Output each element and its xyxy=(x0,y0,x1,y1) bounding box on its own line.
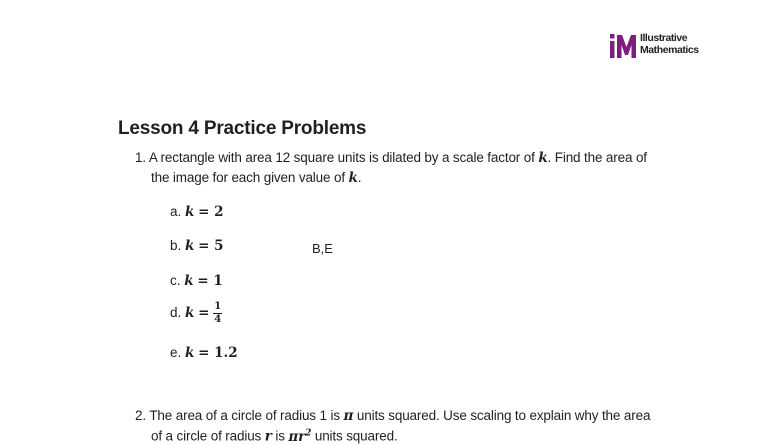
option-e-value: = 1.2 xyxy=(198,345,238,361)
option-e-var: k xyxy=(185,345,195,361)
option-b xyxy=(170,238,224,254)
option-c-label: c. xyxy=(170,273,181,288)
option-a-label: a. xyxy=(170,204,182,219)
im-logo-icon xyxy=(610,32,640,58)
illustrative-mathematics-logo xyxy=(610,32,730,58)
option-b-label: b. xyxy=(170,238,182,253)
problem-2-line-2 xyxy=(151,428,398,445)
option-d-fraction xyxy=(213,302,222,325)
problem-1-text-c: the image for each given value of xyxy=(151,170,345,185)
option-b-var: k xyxy=(185,238,195,254)
option-d-eq: = xyxy=(198,305,210,322)
problem-1-line-1 xyxy=(135,150,647,166)
problem-1-line-2 xyxy=(151,170,361,186)
logo-line-1: Illustrative xyxy=(640,32,688,44)
fraction-numerator: 1 xyxy=(214,301,222,312)
option-c xyxy=(170,273,223,289)
problem-1-var: k xyxy=(538,150,548,166)
option-e-label: e. xyxy=(170,345,182,360)
problem-1-text-d: . xyxy=(357,170,362,185)
option-e xyxy=(170,345,238,361)
problem-2-text-c: of a circle of radius xyxy=(151,428,262,444)
problem-1-text-a: A rectangle with area 12 square units is dilated by a scale factor of xyxy=(148,150,535,165)
problem-1-var-2: k xyxy=(348,170,358,186)
option-d-var: k xyxy=(185,305,195,322)
problem-1-number: 1. xyxy=(135,150,146,165)
problem-2-text-d: is xyxy=(275,428,285,444)
option-b-value: = 5 xyxy=(198,238,224,254)
fraction-denominator: 4 xyxy=(214,314,222,325)
problem-2-text-a: The area of a circle of radius 1 is xyxy=(149,408,340,423)
option-c-var: k xyxy=(184,273,194,289)
logo-line-2: Mathematics xyxy=(640,43,699,56)
problem-2-r: r xyxy=(264,428,272,445)
problem-2-exponent: 2 xyxy=(305,428,312,438)
problem-2-pi: π xyxy=(343,408,354,424)
problem-2-line-1 xyxy=(135,408,650,424)
option-d-label: d. xyxy=(170,305,182,321)
problem-2-pi-r xyxy=(288,429,311,445)
problem-1-text-b: . Find the area of xyxy=(547,150,647,165)
option-a-value: = 2 xyxy=(198,204,224,220)
logo-wordmark xyxy=(640,33,699,56)
option-d xyxy=(170,302,222,325)
page-title: Lesson 4 Practice Problems xyxy=(118,118,367,139)
problem-2-number: 2. xyxy=(135,408,146,423)
problem-2-text-b: units squared. Use scaling to explain why the area xyxy=(356,408,651,423)
problem-2-text-e: units squared. xyxy=(314,428,398,444)
problem-2-pir: πr xyxy=(288,428,306,445)
option-a-var: k xyxy=(185,204,195,220)
answer-note: B,E xyxy=(312,241,333,256)
option-a xyxy=(170,204,224,220)
option-c-value: = 1 xyxy=(197,273,223,289)
